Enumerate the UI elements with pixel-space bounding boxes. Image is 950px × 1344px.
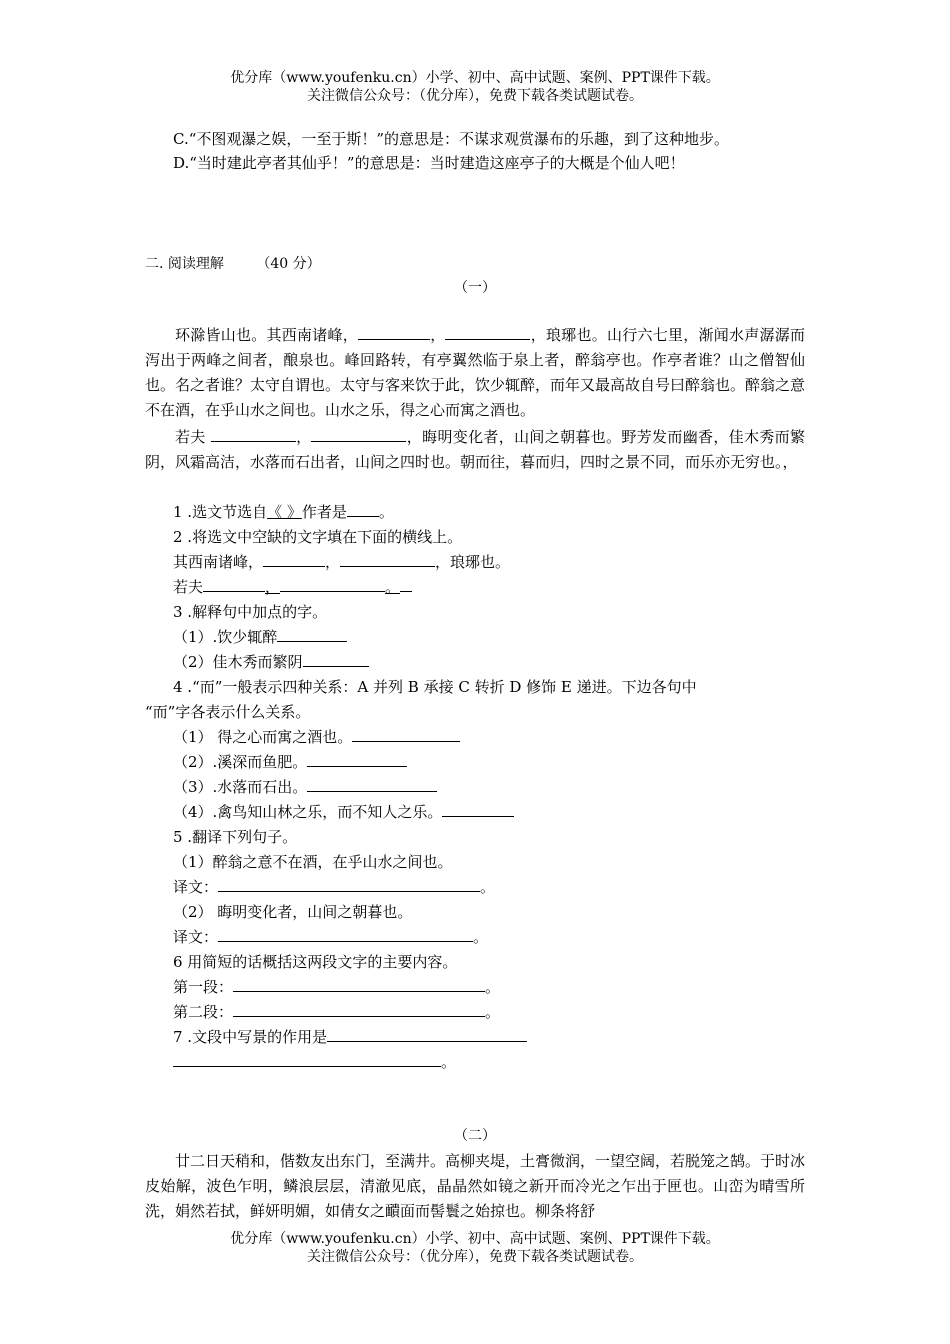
section-title: [145, 253, 321, 273]
passage-paragraph-2: [145, 425, 805, 475]
q1-prefix: 1 .选文节选自: [173, 503, 268, 521]
passage-p1-start: 环滁皆山也。其西南诸峰，: [175, 326, 358, 344]
question-3: 3 .解释句中加点的字。: [173, 603, 328, 621]
part-two-title: （二）: [454, 1128, 496, 1144]
q6-item-1: [173, 976, 500, 997]
q2-blank-2[interactable]: [340, 551, 435, 567]
passage-blank-3[interactable]: [211, 426, 296, 442]
q4-item4-text: （4）.禽鸟知山林之乐，而不知人之乐。: [173, 803, 443, 821]
q2-line1-suffix: ，琅琊也。: [435, 553, 511, 571]
q6-blank-1[interactable]: [233, 976, 485, 992]
page-header-line2: 关注微信公众号：（优分库），免费下载各类试题试卷。: [307, 88, 643, 104]
passage-blank-2[interactable]: [445, 324, 530, 340]
passage-p2-start: 若夫: [175, 428, 206, 446]
q2-blank-3[interactable]: [203, 576, 265, 592]
q6-item1-period: 。: [485, 978, 501, 996]
q7-period: 。: [441, 1053, 457, 1071]
q5-blank-2[interactable]: [218, 926, 473, 942]
q7-blank-2[interactable]: [173, 1051, 441, 1067]
q1-author-blank[interactable]: [347, 501, 379, 517]
q3-item1-text: （1）.饮少辄醉: [173, 628, 278, 646]
page-header-line1: 优分库（www.youfenku.cn）小学、初中、高中试题、案例、PPT课件下载。: [230, 70, 720, 86]
question-6: 6 用简短的话概括这两段文字的主要内容。: [173, 953, 458, 971]
q4-item-4: [173, 801, 514, 822]
q6-item1-label: 第一段：: [173, 978, 234, 996]
q2-line1-prefix: 其西南诸峰，: [173, 553, 264, 571]
option-d: D.“当时建此亭者其仙乎！”的意思是：当时建造这座亭子的大概是个仙人吧！: [173, 154, 685, 172]
q5-translation2-period: 。: [473, 928, 489, 946]
passage-two-paragraph: 廿二日天稍和，偕数友出东门，至满井。高柳夹堤，土膏微润，一望空阔，若脱笼之鹄。于时冰皮始解，波色乍明，鳞浪层层，清澈见底，晶晶然如镜之新开而冷光之乍出于匣也。山峦为晴雪所洗，娟然若拭，鲜妍明媚，如倩女之靧面而髻鬟之始掠也。柳条将舒: [145, 1152, 806, 1220]
q2-line-2: [173, 576, 412, 597]
q5-item-2: （2） 晦明变化者，山间之朝暮也。: [173, 903, 413, 921]
q7-blank-1[interactable]: [327, 1026, 527, 1042]
question-2: 2 .将选文中空缺的文字填在下面的横线上。: [173, 528, 463, 546]
passage-paragraph-1: [145, 323, 805, 423]
q5-translation2-label: 译文：: [173, 928, 219, 946]
question-5: 5 .翻译下列句子。: [173, 828, 298, 846]
passage-p1-sep: ，: [429, 326, 446, 344]
q4-blank-3[interactable]: [307, 776, 437, 792]
page-footer-line2: 关注微信公众号：（优分库），免费下载各类试题试卷。: [307, 1249, 643, 1265]
q6-item2-period: 。: [485, 1003, 501, 1021]
q2-blank-4[interactable]: [280, 576, 385, 592]
q7-line-2: [173, 1051, 456, 1072]
q4-item-1: [173, 726, 460, 747]
q1-book-blank[interactable]: 《 》: [267, 503, 302, 521]
q2-line2-prefix: 若夫: [173, 578, 204, 596]
q3-item-2: [173, 651, 369, 672]
q2-line2-end: 。: [385, 578, 401, 596]
q4-item1-text: （1） 得之心而寓之酒也。: [173, 728, 353, 746]
passage-blank-4[interactable]: [311, 426, 406, 442]
q4-item2-text: （2）.溪深而鱼肥。: [173, 753, 308, 771]
q4-blank-2[interactable]: [307, 751, 407, 767]
q4-item3-text: （3）.水落而石出。: [173, 778, 308, 796]
q4-blank-1[interactable]: [352, 726, 460, 742]
question-7: [173, 1026, 527, 1047]
q2-line2-sep: ，: [265, 578, 281, 596]
section-title-text: 二. 阅读理解: [145, 256, 224, 272]
q2-line-1: [173, 551, 510, 572]
part-one-title: （一）: [454, 280, 496, 296]
question-1: [173, 501, 394, 522]
q4-item-3: [173, 776, 437, 797]
option-c: C.“不图观瀑之娱，一至于斯！”的意思是：不谋求观赏瀑布的乐趣，到了这种地步。: [173, 130, 730, 148]
q2-blank-1[interactable]: [263, 551, 325, 567]
q4-item-2: [173, 751, 407, 772]
passage-p2-sep: ，: [295, 428, 312, 446]
q1-author-label: 作者是: [301, 503, 347, 521]
q6-blank-2[interactable]: [233, 1001, 485, 1017]
q5-item-1: （1）醉翁之意不在酒，在乎山水之间也。: [173, 853, 453, 871]
q1-period: 。: [378, 503, 394, 521]
q3-item2-text: （2）佳木秀而繁阴: [173, 653, 303, 671]
q7-text: 7 .文段中写景的作用是: [173, 1028, 328, 1046]
q5-blank-1[interactable]: [218, 876, 480, 892]
q2-line1-sep: ，: [325, 553, 341, 571]
q5-translation1-period: 。: [480, 878, 496, 896]
q6-item-2: [173, 1001, 500, 1022]
question-4-line-1: 4 .“而”一般表示四种关系：A 并列 B 承接 C 转折 D 修饰 E 递进。下边各句中: [173, 678, 697, 696]
q3-blank-1[interactable]: [277, 626, 347, 642]
q5-translation-2: [173, 926, 488, 947]
q5-translation1-label: 译文：: [173, 878, 219, 896]
passage-p1-rest: ，琅琊也。山行六七里，渐闻水声潺潺而泻出于两峰之间者，酿泉也。峰回路转，有亭翼然临于泉上者，醉翁亭也。作亭者谁？山之僧智仙也。名之者谁？太守自谓也。太守与客来饮于此，饮少辄醉，而年又最高故自号曰醉翁也。醉翁之意不在酒，在乎山水之间也。山水之乐，得之心而寓之酒也。: [145, 326, 806, 419]
q2-blank-4-tail: [400, 576, 412, 592]
q6-item2-label: 第二段：: [173, 1003, 234, 1021]
q3-blank-2[interactable]: [303, 651, 369, 667]
q5-translation-1: [173, 876, 495, 897]
q4-blank-4[interactable]: [442, 801, 514, 817]
passage-p2-rest: ，晦明变化者，山间之朝暮也。野芳发而幽香，佳木秀而繁阴，风霜高洁，水落而石出者，山间之四时也。朝而往，暮而归，四时之景不同，而乐亦无穷也。，: [145, 428, 805, 471]
section-score: （40 分）: [256, 256, 321, 272]
question-4-line-2: “而”字各表示什么关系。: [145, 703, 311, 721]
passage-blank-1[interactable]: [358, 324, 430, 340]
q3-item-1: [173, 626, 347, 647]
page-footer-line1: 优分库（www.youfenku.cn）小学、初中、高中试题、案例、PPT课件下载。: [230, 1231, 720, 1247]
